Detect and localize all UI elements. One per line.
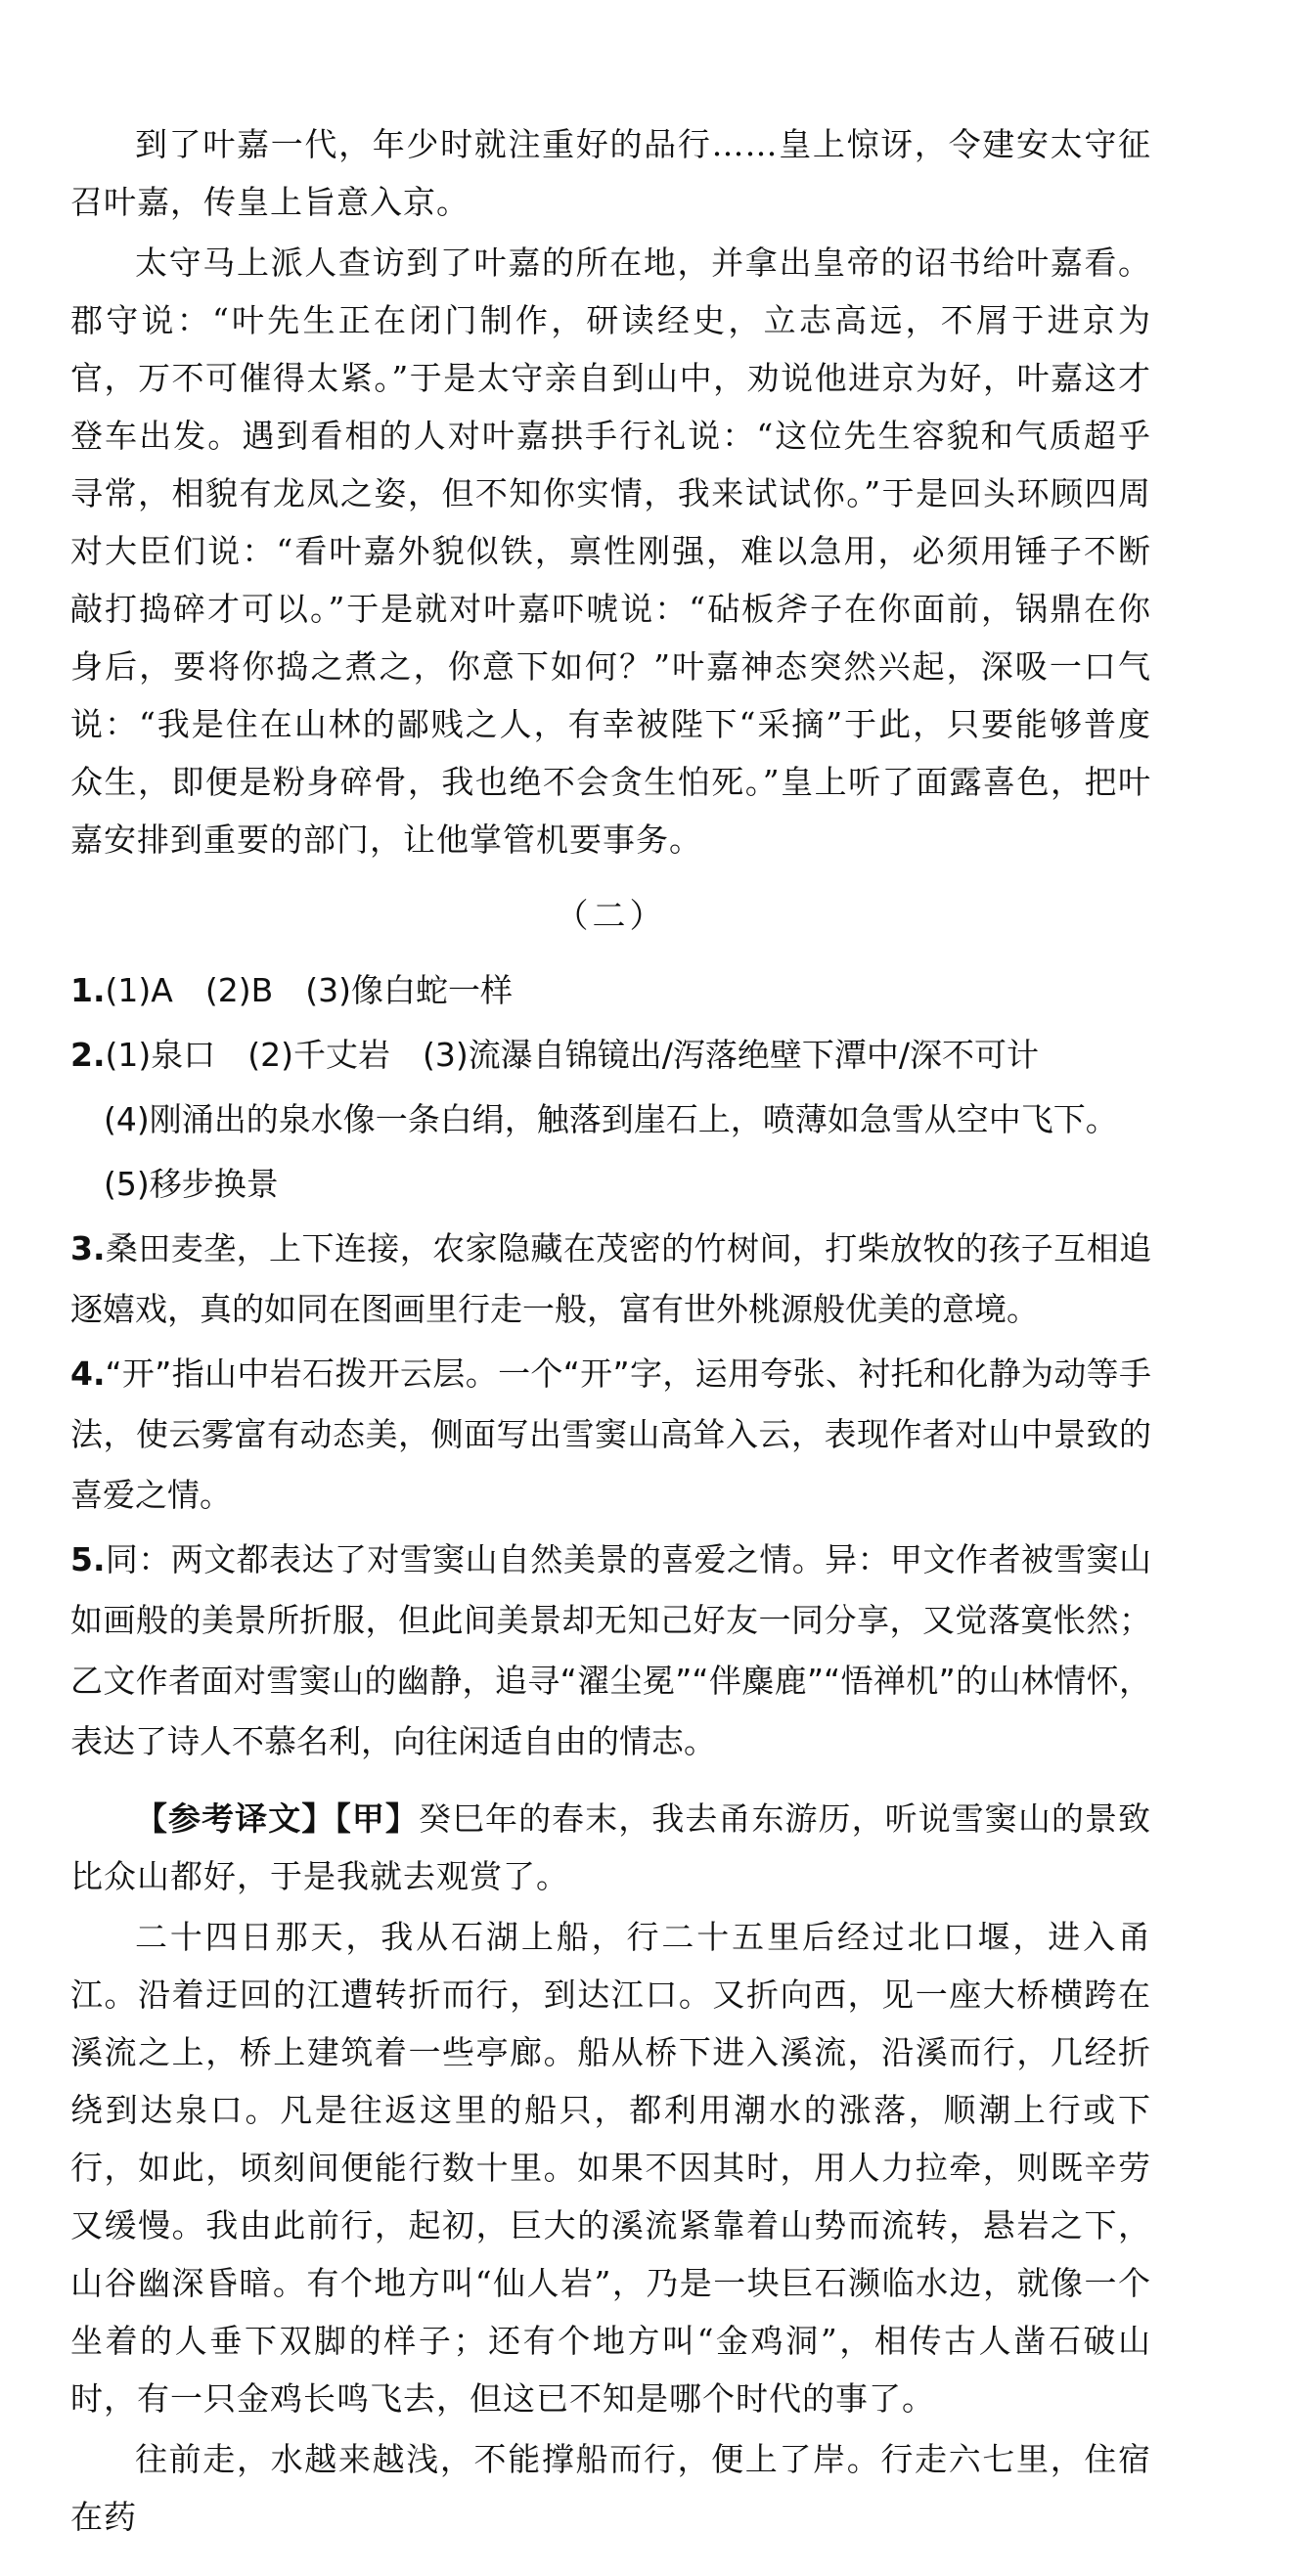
- answer-number: 5.: [70, 1540, 106, 1578]
- answer-text: (1)泉口 (2)千丈岩 (3)流瀑自锦镜出/泻落绝壁下潭中/深不可计: [105, 1036, 1039, 1074]
- answer-3: [70, 1219, 1151, 1340]
- answer-text: 桑田麦垄，上下连接，农家隐藏在茂密的竹树间，打柴放牧的孩子互相追逐嬉戏，真的如同在图画里行走一般，富有世外桃源般优美的意境。: [70, 1229, 1151, 1328]
- answer-5: [70, 1530, 1151, 1772]
- answer-2: [70, 1025, 1151, 1086]
- answer-text: 同：两文都表达了对雪窦山自然美景的喜爱之情。异：甲文作者被雪窦山如画般的美景所折服，但此间美景却无知己好友一同分享，又觉落寞怅然；乙文作者面对雪窦山的幽静，追寻“濯尘冕”“伴麋鹿”“悟禅机”的山林情怀，表达了诗人不慕名利，向往闲适自由的情志。: [70, 1540, 1151, 1760]
- answer-1: [70, 960, 1151, 1021]
- translation-paragraph-2: 太守马上派人查访到了叶嘉的所在地，并拿出皇帝的诏书给叶嘉看。郡守说：“叶先生正在闭门制作，研读经史，立志高远，不屑于进京为官，万不可催得太紧。”于是太守亲自到山中，劝说他进京为好，叶嘉这才登车出发。遇到看相的人对叶嘉拱手行礼说：“这位先生容貌和气质超乎寻常，相貌有龙凤之姿，但不知你实情，我来试试你。”于是回头环顾四周对大臣们说：“看叶嘉外貌似铁，禀性刚强，难以急用，必须用锤子不断敲打捣碎才可以。”于是就对叶嘉吓唬说：“砧板斧子在你面前，锅鼎在你身后，要将你捣之煮之，你意下如何？”叶嘉神态突然兴起，深吸一口气说：“我是住在山林的鄙贱之人，有幸被陛下“采摘”于此，只要能够普度众生，即便是粉身碎骨，我也绝不会贪生怕死。”皇上听了面露喜色，把叶嘉安排到重要的部门，让他掌管机要事务。: [70, 244, 1151, 859]
- reference-paragraph-3: 往前走，水越来越浅，不能撑船而行，便上了岸。行走六七里，住宿在药: [70, 2440, 1151, 2536]
- answer-text: “开”指山中岩石拨开云层。一个“开”字，运用夸张、衬托和化静为动等手法，使云雾富有动态美，侧面写出雪窦山高耸入云，表现作者对山中景致的喜爱之情。: [70, 1355, 1151, 1514]
- reference-paragraph-2: 二十四日那天，我从石湖上船，行二十五里后经过北口堰，进入甬江。沿着迂回的江遭转折而行，到达江口。又折向西，见一座大桥横跨在溪流之上，桥上建筑着一些亭廊。船从桥下进入溪流，沿溪而行，几经折绕到达泉口。凡是往返这里的船只，都利用潮水的涨落，顺潮上行或下行，如此，顷刻间便能行数十里。如果不因其时，用人力拉牵，则既辛劳又缓慢。我由此前行，起初，巨大的溪流紧靠着山势而流转，悬岩之下，山谷幽深昏暗。有个地方叫“仙人岩”，乃是一块巨石濒临水边，就像一个坐着的人垂下双脚的样子；还有个地方叫“金鸡洞”，相传古人凿石破山时，有一只金鸡长鸣飞去，但这已不知是哪个时代的事了。: [70, 1918, 1151, 2418]
- answer-4: [70, 1344, 1151, 1526]
- section-title: （二）: [555, 897, 667, 936]
- answer-2-part-5: (5)移步换景: [104, 1165, 279, 1203]
- reference-text-1: 癸巳年的春末，我去甬东游历，听说雪窦山的景致比众山都好，于是我就去观赏了。: [70, 1799, 1152, 1895]
- answer-text: (1)A (2)B (3)像白蛇一样: [105, 971, 513, 1009]
- answer-number: 4.: [70, 1355, 106, 1393]
- answer-number: 3.: [70, 1229, 106, 1267]
- answer-number: 2.: [70, 1036, 106, 1074]
- answer-2-part-4: (4)刚涌出的泉水像一条白绢，触落到崖石上，喷薄如急雪从空中飞下。: [104, 1100, 1118, 1138]
- reference-paragraph-1: [70, 1790, 1151, 1905]
- translation-paragraph-1: 到了叶嘉一代，年少时就注重好的品行……皇上惊讶，令建安太守征召叶嘉，传皇上旨意入京。: [70, 125, 1151, 221]
- answer-number: 1.: [70, 971, 106, 1009]
- reference-label: 【参考译文】【甲】: [135, 1799, 419, 1838]
